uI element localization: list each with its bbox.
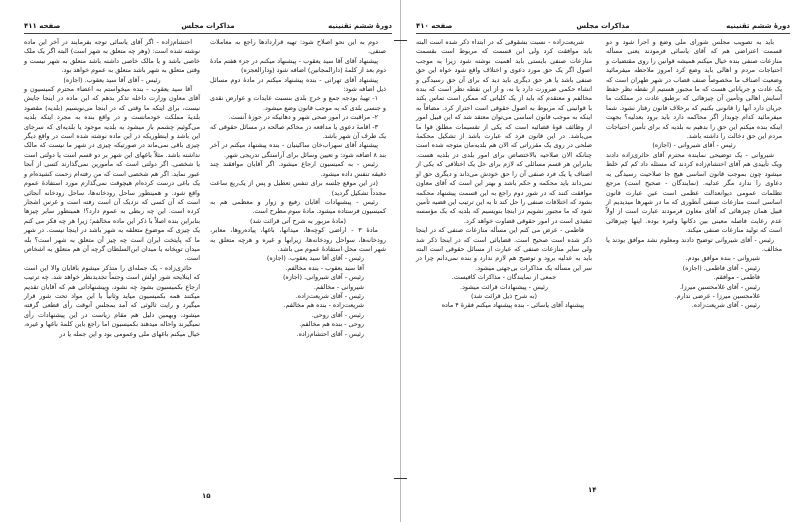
speaker-line: غلامحسین میرزا - عرضی ندارم.	[674, 291, 760, 300]
paragraph: ۱- تهیهٔ بودجه جمع و خرج بلدی بنسبت عایدات و عوارض نقدی و جنسی بلدی که به موجب قانون وضع میشود.	[210, 94, 386, 112]
text-column-right	[210, 38, 386, 339]
footer-page-number: ۱۵	[202, 492, 211, 500]
text-column-left	[24, 38, 200, 339]
paragraph: ۲- مراقبت در امور صحی شهر و دهاتیکه در حوزهٔ آنست.	[228, 113, 378, 122]
paragraph: پیشنهاد آقای یاسائی - بنده پیشنهاد میکنم فقرهٔ ۴ ماده	[441, 301, 584, 310]
paragraph: رئیس - آقای شیروانی توضیح دادند ومعلوم نشد موافق بودند یا مخالف.	[606, 235, 782, 253]
speaker-line: رئیس - آقای شیروانی - (اجازه)	[652, 141, 736, 150]
paragraph: دوم به این نحو اصلاح شود: تهیه قراردادها راجع به معاملات صنفی.	[210, 38, 386, 56]
speaker-line: (مادهٔ مزبور به شرح آتی قرائت شد)	[249, 216, 347, 225]
speaker-line: روحی - بنده هم مخالفم.	[299, 320, 364, 329]
speaker-line: فاطمی - موافقم.	[713, 273, 760, 282]
paragraph: حائری‌زاده - یک جمله‌ای را متذکر میشوم باقایان والا این است که اینلایحه شور اولش است وحتماً تجدیدنظر خواهد شد. چه ترتیب ارجاع بکمیسیون بشود چه نشود، وپیشنهاداتی هم که آقایان تقدیم میکنند همه بکمیسیون میاید وثانیاً با این مواد تحت شور قرار میگیرد و رایت ثالوثی که آمد بمجلس آنوقت رأی قطعی گرفته میشود، وبهمین دلیل هم مقام ریاست در این پیشنهادات رأی نمیگیرند واحاله میدهند بکمیسیون اما راجع باین کلمهٔ باغها و غیره، خیال میکنم باغهای ملی وعمومی بود و این جمله یا در	[24, 263, 200, 338]
page-number-label: صفحه ۴۱۰	[416, 22, 453, 30]
speaker-line: شیروانی - مخالفم.	[313, 282, 364, 291]
paragraph: پیشنهاد آقای تهرانی - بنده پیشنهاد میکنم در مادهٔ دوم مسائل ذیل اضافه شود:	[210, 75, 386, 94]
paragraph: ۳- اقامهٔ دعوی یا مدافعه در محاکم صالحه در مسائل حقوقی که یک طرف آن شهر باشد.	[210, 122, 386, 141]
speaker-line: رئیس - آقای احتشام‌زاده.	[296, 329, 364, 338]
page-410	[400, 0, 800, 522]
speaker-line: رئیس - آقای شریعت‌زاده.	[295, 291, 364, 300]
speaker-line: رئیس - آقای شیروانی. (اجازه)	[282, 273, 364, 282]
speaker-line: شریعت‌زاده - بنده هم مخالفم.	[283, 301, 364, 310]
paragraph: باید به تصویب مجلس شورای ملی وضع و اجرا شود و دو قسمت اعتراضی هم که آقای یاسائی فرمودند یعنی مسأله منازعات صنفی بنده خیال میکنم همیشه قوانین را روی مقتضیات و احتیاجات مردم و اهالی باید وضع کرد امروز ملاحظه میفرمائید وضعیت اصناف ما مخصوصاً صنف قصاب در شهر طهران است که یک عادت و جریاناتی هست که ما مجبور هستیم از نقطه نظر حفظ آسایش اهالی وتأمین آن چیزهائی که برطبق عادت در مملکت ما جریان دارد آنها را قانونی بکنیم که برخلاف قانون رفتار نشود. شما میفرمائید کدام چوبدار اگر محاکمه دارد باید برود بعدلیه؟ بجهت اینکه بنده میکنم این حق را بدهیم به بلدیه که برای تأمین احتیاجات مردم این حق دخالت را داشته باشد.	[606, 38, 782, 141]
speaker-line: (به شرح ذیل قرائت شد)	[471, 291, 537, 300]
page-header	[24, 22, 392, 34]
paragraph: (در این موقع جلسه برای تنفس تعطیل و پس از یک‌ربع ساعت مجدداً تشکیل گردید)	[210, 179, 386, 197]
speaker-line: رئیس - پیشنهادات قرائت میشود.	[460, 282, 548, 291]
speaker-line: رئیس - آقای آقا سید یعقوب. (اجازه)	[63, 75, 161, 84]
speaker-line: رئیس - آقای روحی.	[311, 310, 364, 319]
page-header	[416, 22, 790, 34]
text-column-right	[606, 38, 782, 311]
running-title: مذاکرات مجلس	[576, 22, 630, 30]
paragraph: فاطمی - عرض می کنم این مسأله منازعات صنفی که در اینجا ذکر شده است صحیح است. قضایائی است که در اینجا ذکر شد ولی سایر منازعات صنفی که عبارت از مسائل حقوقی است البته باید به عدلیه برود و توضیح هم لازم ندارد و بنده نمی‌دانم چرا در سر این مسأله یک مذاکرات بی‌جهتی میشود.	[416, 226, 592, 272]
speaker-line: رئیس - آقای غلامحسین میرزا.	[679, 282, 760, 291]
speaker-line: جمعی از نمایندگان - مذاکرات کافیست.	[451, 273, 557, 282]
speaker-line: رئیس - آقای فاطمی. (اجازه)	[682, 263, 760, 272]
session-period: دورهٔ ششم تقنینیه	[328, 22, 392, 30]
running-title: مذاکرات مجلس	[181, 22, 235, 30]
paragraph: رئیس - به کمیسیون ارجاع میشود. اگر آقایان موافقند چند دقیقه تنفس داده میشود.	[210, 160, 386, 178]
paragraph: پیشنهاد آقای آقا سید یعقوب - پیشنهاد میکنم در جزء هفتم مادهٔ دوم بعد از کلمهٔ (دارالمجانین) اضافه شود (ودارالعجزه)	[210, 56, 386, 75]
speaker-line: شیروانی - بنده موافق بودم.	[685, 254, 760, 263]
paragraph: پیشنهاد آقای سهراب‌خان ساکینیان - بنده پیشنهاد میکنم در آخر بند ۸ اضافه شود: و تعیین وسائل برای آراستگی تدریجی شهر.	[210, 141, 386, 159]
speaker-line: آقا سید یعقوب - بنده مخالفم.	[285, 263, 364, 272]
speaker-line: رئیس - آقای شریعت‌زاده.	[691, 301, 760, 310]
paragraph: شیروانی - یک توضیحی نماینده محترم آقای حائری‌زاده دادند ویک تأییدی هم آقای احتشام‌زاده کردند که مسئله داد کم کم خلط میشود چون بموجب قانون اساسی هیچ جا صلاحیت رسیدگی به دعاوی را ندارد مگر عدلیه. (نمایندگان - صحیح است) مرجع تظلمات عمومی دیوانعدالت عظمی است عین عبارت قانون اساسی است منازعات صنفی آنطوری که ما در شهرها میدیدیم از قبیل همان چیزهائی که آقای معاون فرمودند عبارت است از اولاً عدم رعایت فاصله معینی بین دکانها وغیره بوده. اینها چیزهائی است که تولید منازعات صنفی میکند.	[606, 150, 782, 235]
speaker-line: رئیس - آقای آقا سید یعقوب. (اجازه)	[266, 254, 364, 263]
footer-page-number: ۱۴	[588, 486, 597, 494]
page-number-label: صفحه ۴۱۱	[24, 22, 61, 30]
paragraph: احتشام‌زاده - اگر آقای یاسائی توجه بفرمایند در آخر این ماده نوشته شده است: (وهر چه متعلق به شهر است) البته اگر یک ملک خاصی باشد و یا مالک خاصی داشته باشد متعلق به شهر نیست و وقتی متعلق به شهر باشد متعلق به عموم خواهد بود.	[24, 38, 200, 75]
paragraph: مادهٔ ۳ - اراضی کوچه‌ها، میدانها، باغها، پیاده‌روها، معابر، رودخانه‌ها، سواحل رودخانه‌ها، زیرابها و غیره و هرچه متعلق به شهر است محل استفادهٔ عموم می باشد.	[210, 226, 386, 253]
paragraph: شریعت‌زاده - نسبت بشقوقی که در ابتداء ذکر شده است البته باید موافقت کرد ولی این قسمت که مربوط است بقسمت منازعات صنفی بایستی باید اهمیت نوشته شود زیرا به موجب اصول اگر یک حق مورد دعوی و اختلاف واقع شود خواه این حق صنفی باشد یا هر حق دیگری باید دید که برای آن حق رسیدگی و انشاء حکمی ضرورت دارد یا نه، و از این نقطه نظر است که بنده مخالفم و معتقدم که باید از یک کلیاتی که ممکن است تماس بکند با قوانینی که مربوط به اصول حقوقی است احتراز کرد. مضافاً به اینکه به موجب قانون اساسی می‌توان معتقد شد که این قبیل امور از وظائف قوهٔ قضائیه است که یکی از تقسیمات مطلق قوا ما می‌باشد. در این قانون فرد که عبارت باشد از تشکیل محکمهٔ صلحی در روی یک مقرراتی که الان هم بلدیه‌مان متوجه شده است چنانکه الان صلاحیه بالاختصاص برای امور بلدی در بلدیه هست. بنابراین هر قسم مسائلی که لازم برای حل یک اختلافی که یکی از اصناف یا یک فرد صنفی آن را حق خودش می‌داند و دیگری حق او نمی‌داند باید محکمه و حکم باشد و بهتر این است که آقای معاون موافقت کنند که در شور دوم راجع به این قسمت پیشنهاد محکمه بشود که اختلافات صنفی را حل کند تا به این ترتیب این قضیه تأمین شود که ما مجبور نشویم در اینجا بنویسیم که بلدیه که یک مؤسسه تنفیذی است در امور حقوقی قضاوت خواهد کرد.	[416, 38, 592, 225]
text-column-left	[416, 38, 592, 311]
session-period: دورهٔ ششم تقنینیه	[726, 22, 790, 30]
paragraph: رئیس - پیشنهادات آقایان رفیع و زوار و معظمی هم به کمیسیون فرستاده میشود. مادهٔ سوم مطرح است.	[210, 197, 386, 216]
paragraph: آقا سید یعقوب - بنده میخواستم به اعضاء محترم کمیسیون و آقای معاون وزارت داخله تذکر بدهم که این ماده در اینجا جایش نیست، برای اینکه ما وقتی که در اینجا می‌نویسیم (بلدیه) مقصود بلدیهٔ مملکت خودمانست و در واقع بنده به مجرد اینکه بلدیه می‌گوئیم چشمم باز میشود به بلدیه موجود یا بلدیه‌ای که سرجای این باشد و اینطوریکه در این ماده نوشته شده است در واقع دیگر چیزی باقی نمی‌ماند در صورتیکه چیزی در شهر ما نیست که مالک نداشته باشد. مثلاً باغهای این شهر بر دو قسم است یا دولتی است یا شخصی. اگر دولتی است که مأمورین نمی‌گذارند کسی از آنجا عبور نماید. اگر هم شخصی است که من رفته‌ام زحمت کشیده‌ام و یک باغی درست کرده‌ام هیچوقت نمی‌گذارم مورد استفادهٔ عموم واقع شود. و همینطور ساحل رودخانه‌ها، ساحل رودخانه آنجائی است که آن کسی که نزدیک آن است رفته است و غرس اشجار کرده است. این چه ربطی به عموم دارد؟! همینطور سایر چیزها بنابراین بنده اصلاً با ذکر این ماده مخالفم؛ زیرا هر چه فکر می کنم یک چیزی که موضوع متعلقه به شهر باشد در اینجا نیست. در شهر ما که پایتخت ایران است چه چیز آن متعلق به شهر است؟ بله میدان توپخانه یا میدان ابن‌السلطان گرچه آن هم متعلق به اشخاص است.	[24, 85, 200, 263]
